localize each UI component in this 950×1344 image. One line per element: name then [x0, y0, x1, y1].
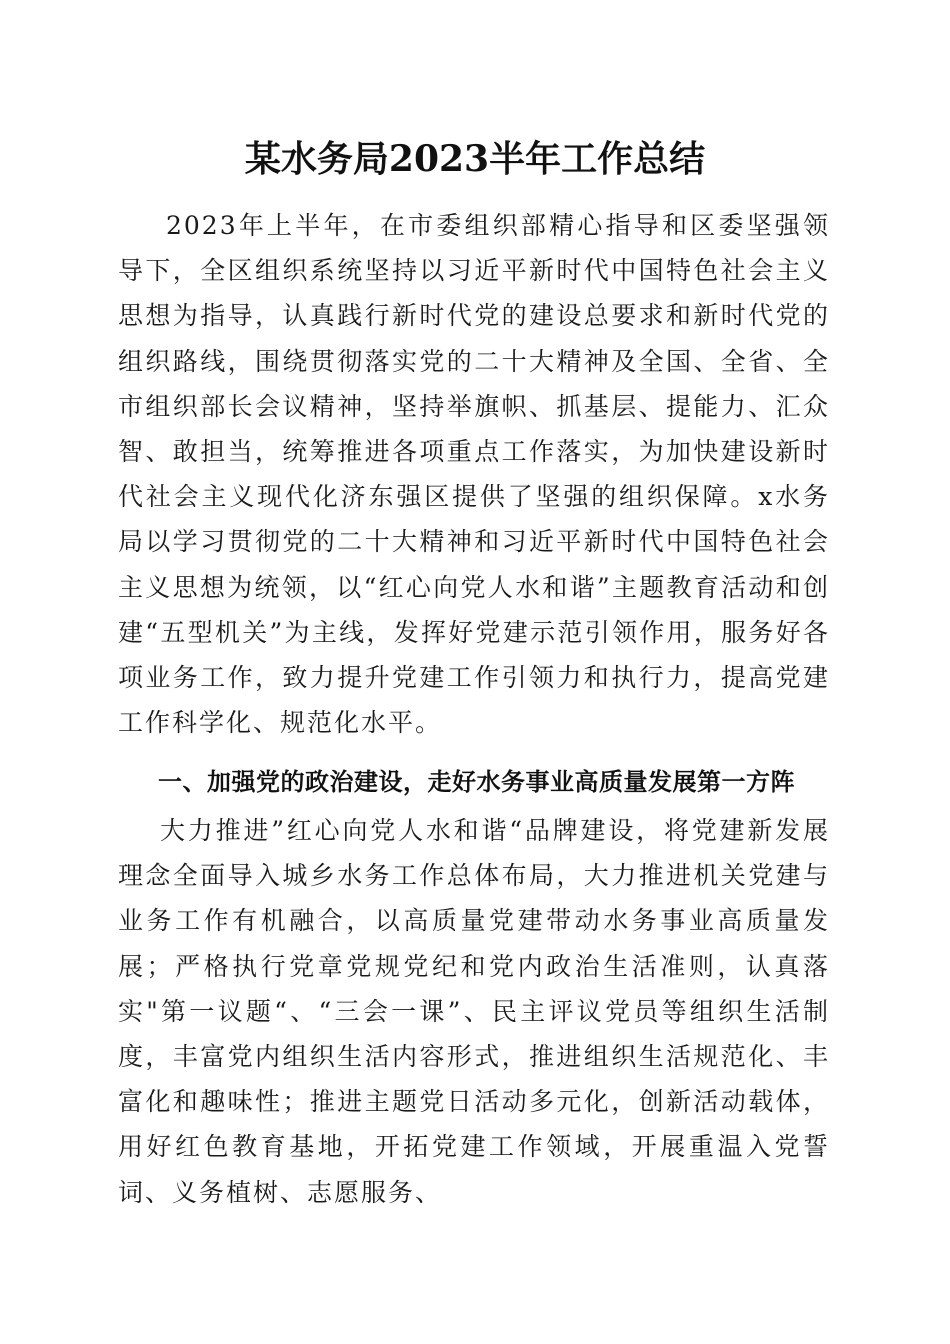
section-1-paragraph: 大力推进”红心向党人水和谐“品牌建设，将党建新发展理念全面导入城乡水务工作总体布局，大力推进机关党建与业务工作有机融合，以高质量党建带动水务事业高质量发展；严格执行党章党规党纪和党内政治生活准则，认真落实"第一议题“、“三会一课”、民主评议党员等组织生活制度，丰富党内组织生活内容形式，推进组织生活规范化、丰富化和趣味性；推进主题党日活动多元化，创新活动载体，用好红色教育基地，开拓党建工作领域，开展重温入党誓词、义务植树、志愿服务、 — [118, 816, 830, 1207]
document-title: 某水务局2023半年工作总结 — [244, 138, 706, 180]
section-heading-1: 一、加强党的政治建设，走好水务事业高质量发展第一方阵 — [158, 768, 795, 796]
intro-paragraph: 2023年上半年，在市委组织部精心指导和区委坚强领导下，全区组织系统坚持以习近平新时代中国特色社会主义思想为指导，认真践行新时代党的建设总要求和新时代党的组织路线，围绕贯彻落实党的二十大精神及全国、全省、全市组织部长会议精神，坚持举旗帜、抓基层、提能力、汇众智、敢担当，统筹推进各项重点工作落实，为加快建设新时代社会主义现代化济东强区提供了坚强的组织保障。x水务局以学习贯彻党的二十大精神和习近平新时代中国特色社会主义思想为统领，以“红心向党人水和谐”主题教育活动和创建“五型机关”为主线，发挥好党建示范引领作用，服务好各项业务工作，致力提升党建工作引领力和执行力，提高党建工作科学化、规范化水平。 — [118, 211, 830, 738]
